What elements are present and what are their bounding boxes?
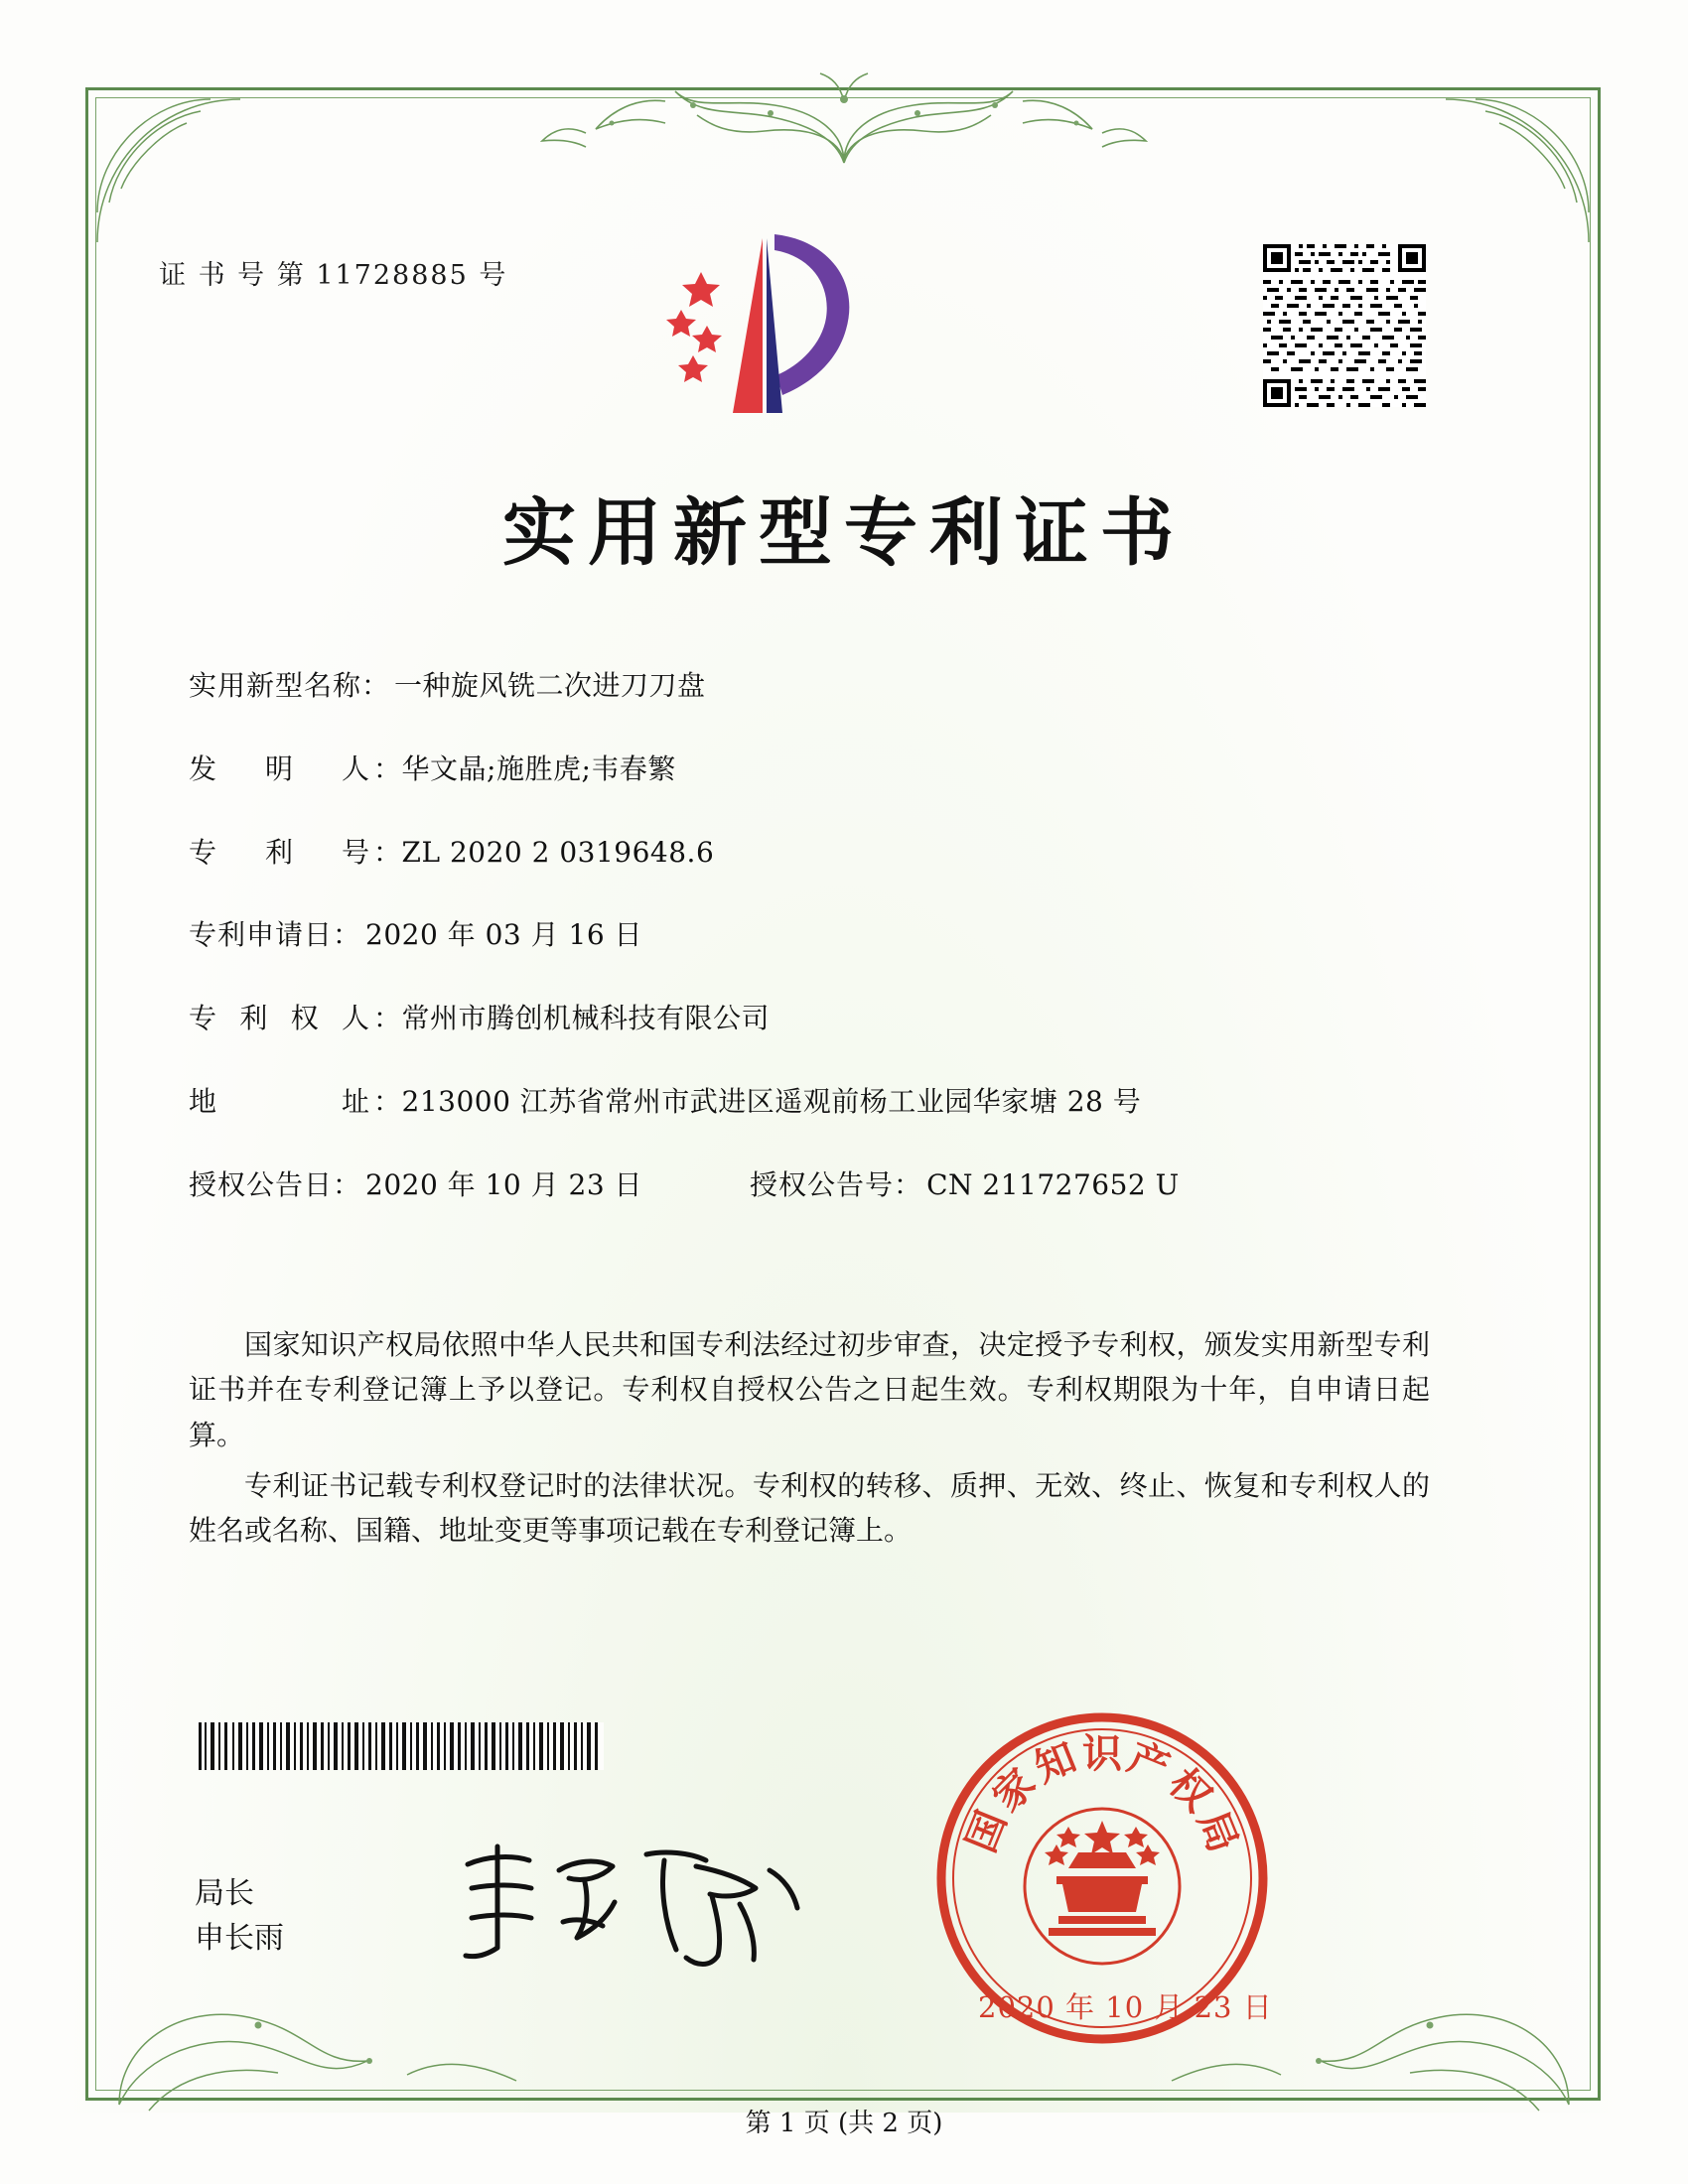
field-value-grant-number: CN 211727652 U <box>926 1167 1180 1201</box>
signature-role: 局长 <box>195 1876 254 1911</box>
field-value-inventor: ：华文晶;施胜虎;韦春繁 <box>373 751 676 785</box>
field-list <box>189 667 1499 1250</box>
page-title: 实用新型专利证书 <box>502 490 1186 576</box>
field-label-patent-number: 专利号 <box>189 835 369 869</box>
field-value-grant-date: 2020 年 10 月 23 日 <box>365 1167 643 1201</box>
signature-block <box>195 1871 284 1961</box>
field-value-name: 一种旋风铣二次进刀刀盘 <box>394 669 706 702</box>
sipo-logo-icon <box>655 226 874 425</box>
body-paragraph-2: 专利证书记载专利权登记时的法律状况。专利权的转移、质押、无效、终止、恢复和专利权人的姓名或名称、国籍、地址变更等事项记载在专利登记簿上。 <box>189 1469 1430 1548</box>
seal-date: 2020 年 10 月 23 日 <box>978 1990 1273 2024</box>
patent-number: ZL 2020 2 0319648.6 <box>401 835 715 869</box>
field-value-patent-number: ：ZL 2020 2 0319648.6 <box>373 835 715 869</box>
page-footer: 第 1 页 (共 2 页) <box>745 2109 943 2138</box>
svg-text:家: 家 <box>983 1759 1046 1822</box>
field-value-patentee: ：常州市腾创机械科技有限公司 <box>373 1002 771 1035</box>
qr-code-icon <box>1263 244 1426 407</box>
body-text <box>189 1322 1430 1560</box>
field-value-address: ：213000 江苏省常州市武进区遥观前杨工业园华家塘 28 号 <box>373 1084 1142 1118</box>
field-label-name: 实用新型名称： <box>189 669 391 702</box>
field-label-inventor: 发明人 <box>189 751 369 785</box>
signature-name: 申长雨 <box>195 1921 284 1956</box>
field-label-address: 地址 <box>189 1084 369 1118</box>
field-value-application-date: 2020 年 03 月 16 日 <box>365 918 643 952</box>
field-label-grant-date: 授权公告日： <box>189 1167 362 1201</box>
svg-text:识: 识 <box>1082 1730 1122 1777</box>
inventor-names: 华文晶;施胜虎;韦春繁 <box>401 751 676 785</box>
field-row-grant <box>189 1166 1499 1204</box>
svg-text:产: 产 <box>1121 1733 1177 1792</box>
field-label-grant-number: 授权公告号： <box>750 1167 923 1201</box>
signature-script-icon <box>452 1827 809 1976</box>
field-label-application-date: 专利申请日： <box>189 918 362 952</box>
certificate-number: 证 书 号 第 11728885 号 <box>159 260 508 291</box>
svg-text:权: 权 <box>1159 1759 1221 1822</box>
field-label-patentee: 专利权人 <box>189 1002 369 1035</box>
svg-text:知: 知 <box>1028 1733 1083 1792</box>
field-row-address <box>189 1083 1499 1121</box>
field-row-application-date <box>189 916 1499 954</box>
barcode-icon <box>197 1722 604 1770</box>
svg-text:国: 国 <box>957 1804 1016 1859</box>
field-row-name <box>189 667 1499 705</box>
field-row-patentee <box>189 1000 1499 1037</box>
address-value: 213000 江苏省常州市武进区遥观前杨工业园华家塘 28 号 <box>401 1084 1142 1118</box>
body-paragraph-1: 国家知识产权局依照中华人民共和国专利法经过初步审查，决定授予专利权，颁发实用新型专利证书并在专利登记簿上予以登记。专利权自授权公告之日起生效。专利权期限为十年，自申请日起算。 <box>189 1328 1430 1451</box>
patentee-name: 常州市腾创机械科技有限公司 <box>401 1002 771 1035</box>
svg-text:局: 局 <box>1189 1804 1247 1859</box>
field-row-patent-number <box>189 834 1499 872</box>
field-row-inventor <box>189 751 1499 788</box>
